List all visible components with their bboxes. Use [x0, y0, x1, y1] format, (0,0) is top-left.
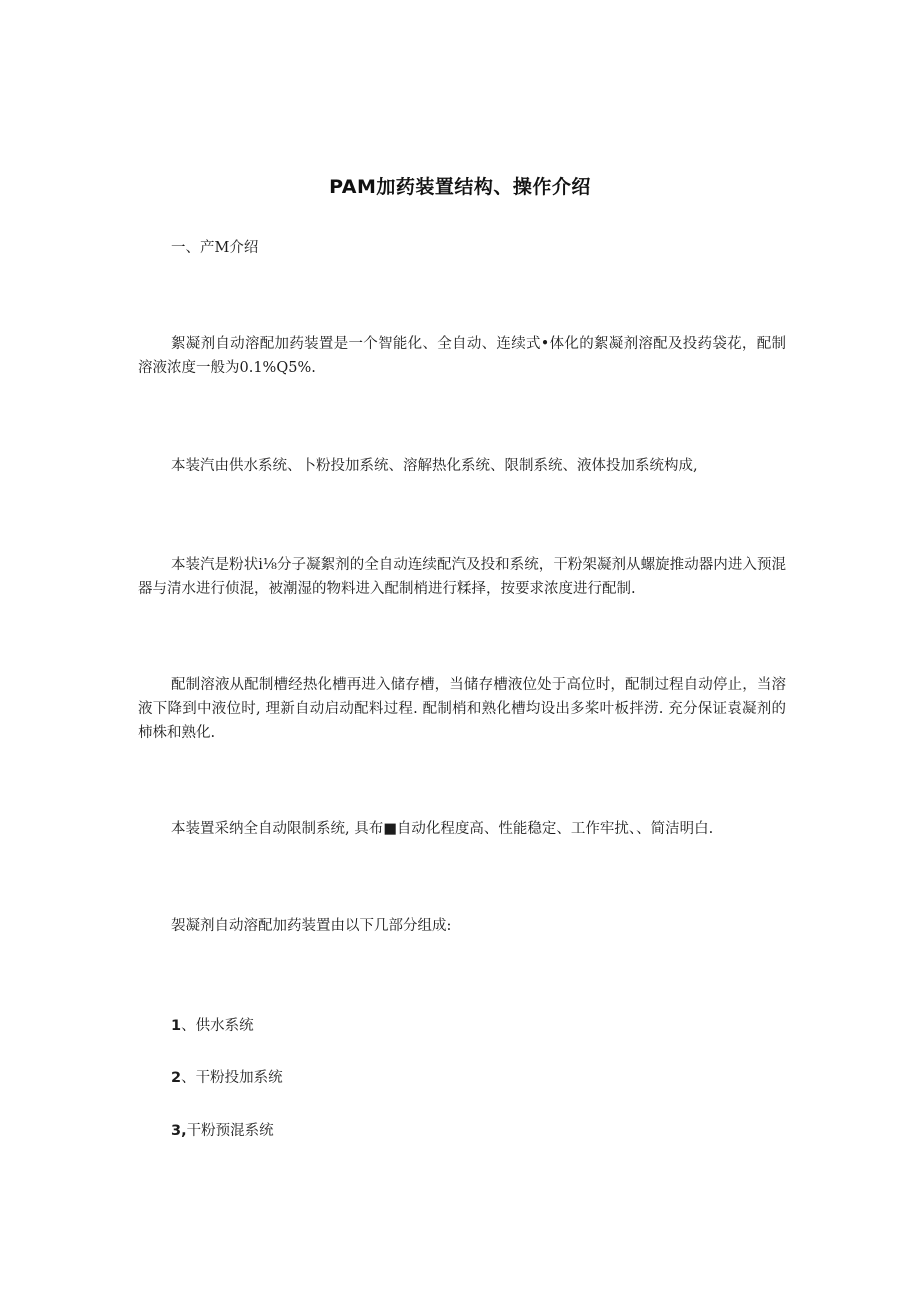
- list-item: [171, 1066, 283, 1090]
- paragraph-intro: 絮凝剂自动溶配加药装置是一个智能化、全自动、连续式•体化的絮凝剂溶配及投药袋花，配制溶液浓度一般为0.1%Q5%.: [138, 336, 786, 376]
- list-item-number: 3,: [171, 1123, 187, 1139]
- list-item: [171, 1119, 274, 1143]
- paragraph-process: 本装汽是粉状i⅛分子凝絮剂的全自动连续配汽及投和系统，干粉架凝剂从螺旋推动器内进入预混器与清水进行侦混，被潮湿的物料进入配制梢进行糅择，按要求浓度进行配制.: [138, 557, 786, 597]
- list-item-text: 干粉投加系统: [195, 1070, 283, 1086]
- section-heading: 一、产M介绍: [171, 240, 259, 256]
- list-item-number: 1: [171, 1018, 182, 1034]
- paragraph-composition: 本装汽由供水系统、卜粉投加系统、溶解热化系统、限制系统、液体投加系统构成,: [171, 458, 698, 474]
- paragraph-components-intro: 袈凝剂自动溶配加药装置由以下几部分组成:: [171, 918, 452, 934]
- list-item-text: 干粉预混系统: [186, 1123, 274, 1139]
- list-item-separator: 、: [181, 1018, 196, 1034]
- document-title: PAM加药装置结构、操作介绍: [329, 176, 591, 198]
- paragraph-storage: 配制溶液从配制槽经热化槽再进入储存槽，当储存槽液位处于高位时，配制过程自动停止，当溶液下降到中液位时, 理新自动启动配料过程. 配制梢和熟化槽均设出多桨叶板拌涝. 充分保证袁凝剂的柿株和熟化.: [138, 677, 786, 741]
- list-item: [171, 1014, 254, 1038]
- list-item-text: 供水系统: [195, 1018, 254, 1034]
- list-item-number: 2: [171, 1070, 182, 1086]
- list-item-separator: 、: [181, 1070, 196, 1086]
- paragraph-control: 本装置采纳全自动限制系统, 具布■自动化程度高、性能稳定、工作牢扰、、简洁明白.: [171, 821, 714, 837]
